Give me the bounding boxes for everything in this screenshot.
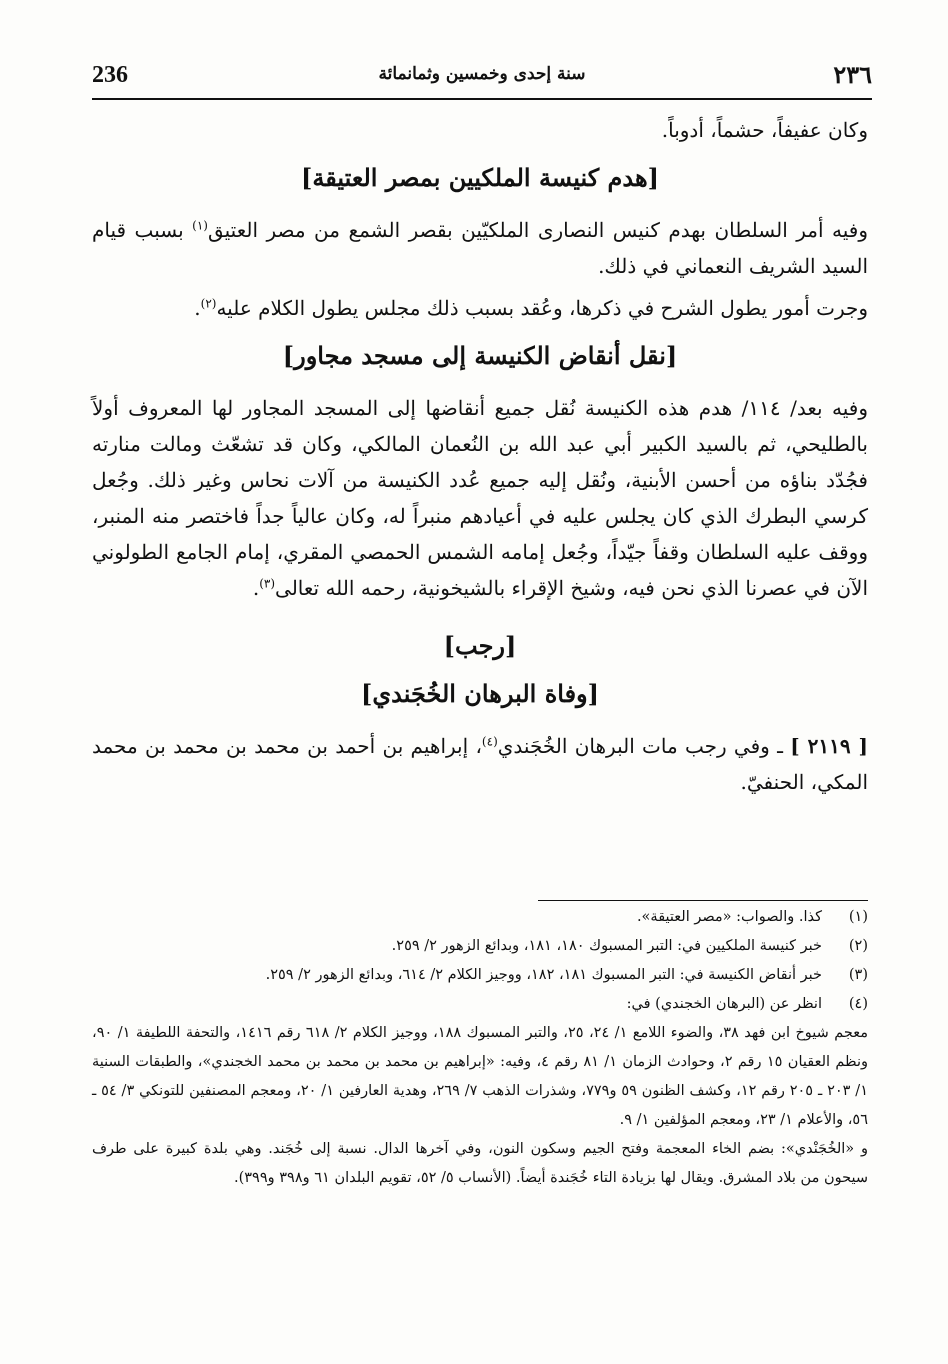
section-heading-khujandi-death: [وفاة البرهان الخُجَندي] — [360, 679, 600, 708]
section-heading-debris-transfer: [نقل أنقاض الكنيسة إلى مسجد مجاور] — [282, 341, 678, 370]
footnote-number: (٢) — [848, 938, 868, 954]
footnote-ref[interactable]: (٣) — [259, 576, 276, 591]
paragraph — [92, 290, 868, 326]
month-heading: [رجب] — [443, 631, 517, 660]
page-header — [92, 60, 872, 100]
footnote-item — [92, 961, 868, 990]
footnote-number: (١) — [848, 909, 868, 925]
footnote-text: كذا. والصواب: «مصر العتيقة». — [636, 909, 822, 925]
footnote-number: (٤) — [848, 996, 868, 1012]
footnote-item — [92, 903, 868, 932]
paragraph — [92, 728, 868, 800]
footnote-ref[interactable]: (٢) — [200, 296, 217, 311]
running-title: سنة إحدى وخمسين وثمانمائة — [378, 64, 586, 84]
paragraph-text: . — [194, 296, 201, 320]
footnote-text: خبر أنقاض الكنيسة في: التبر المسبوك ١٨١، ١٨٢، ووجيز الكلام ٢/ ٦١٤، وبدائع الزهور ٢/ ٢٥٩. — [265, 967, 822, 983]
paragraph-text: وجرت أمور يطول الشرح في ذكرها، وعُقد بسبب ذلك مجلس يطول الكلام عليه — [216, 296, 868, 320]
footnote-ref[interactable]: (١) — [192, 218, 208, 233]
entry-number: [ ٢١١٩ ] — [790, 734, 868, 758]
footnotes — [92, 900, 868, 1193]
footnote-text: انظر عن (البرهان الخجندي) في: — [626, 996, 822, 1012]
paragraph-text: وفيه بعد/ ١١٤/ هدم هذه الكنيسة نُقل جميع أنقاضها إلى المسجد المجاور لها المعروف أولاً بالطليحي، ثم بالسيد الكبير أبي عبد الله بن النُعمان المالكي، وكان قد تشعّث ومالت منارته فجُدّد بناؤه من أحسن الأبنية، ونُقل إليه جميع عُدد الكنيسة من آلات نحاس وغير ذلك. وجُعل كرسي البطرك الذي كان يجلس عليه في أعيادهم منبراً له، وكان عالياً جداً فاختصر منه المنبر، ووقف عليه السلطان وقفاً جيّداً، وجُعل إمامه الشمس الحمصي المقري، إمام الجامع الطولوني الآن في عصرنا الذي نحن فيه، وشيخ الإقراء بالشيخونية، رحمه الله تعالى — [92, 396, 868, 600]
section-heading-church-demolition: [هدم كنيسة الملكيين بمصر العتيقة] — [301, 163, 659, 192]
intro-line: وكان عفيفاً، حشماً، أدوباً. — [661, 118, 868, 142]
paragraph-text: ـ وفي رجب مات البرهان الخُجَندي — [497, 734, 791, 758]
paragraph — [92, 390, 868, 606]
page-number-latin: 236 — [92, 62, 128, 88]
footnote-text: خبر كنيسة الملكيين في: التبر المسبوك ١٨٠، ١٨١، وبدائع الزهور ٢/ ٢٥٩. — [391, 938, 822, 954]
footnote-number: (٣) — [848, 967, 868, 983]
paragraph-text: وفيه أمر السلطان بهدم كنيس النصارى الملكيّين بقصر الشمع من مصر العتيق — [207, 218, 869, 242]
footnote-divider — [538, 900, 868, 901]
footnote-item — [92, 990, 868, 1019]
footnote-item — [92, 932, 868, 961]
footnote-ref[interactable]: (٤) — [481, 734, 498, 749]
page-number-arabic: ٢٣٦ — [833, 60, 872, 89]
paragraph — [92, 212, 868, 284]
paragraph-text: ، إبراهيم بن أحمد بن محمد بن محمد بن محمد المكي، الحنفيّ. — [92, 734, 868, 794]
paragraph-text: بسبب قيام السيد الشريف النعماني في ذلك. — [92, 218, 868, 278]
footnote-sources: معجم شيوخ ابن فهد ٣٨، والضوء اللامع ١/ ٢٤، ٢٥، والتبر المسبوك ١٨٨، ووجيز الكلام ٢/ ٦١٨ رقم ١٤١٦، والتحفة اللطيفة ١/ ٩٠، ونظم العقيان ١٥ رقم ٢، وحوادث الزمان ١/ ٨١ رقم ٤، وفيه: «إبراهيم بن محمد بن محمد بن محمد الخجندي»، والطبقات السنية ١/ ٢٠٣ ـ ٢٠٥ رقم ١٢، وكشف الظنون ٥٩ و٧٧٩، وشذرات الذهب ٧/ ٢٦٩، وهدية العارفين ١/ ٢٠، ومعجم المصنفين للتونكي ٣/ ٥٤ ـ ٥٦، والأعلام ١/ ٢٣، ومعجم المؤلفين ١/ ٩. — [92, 1025, 869, 1128]
paragraph-text: . — [252, 576, 260, 600]
footnote-nisba-note: و «الخُجَنْدي»: بضم الخاء المعجمة وفتح الجيم وسكون النون، وفي آخرها الدال. نسبة إلى خُجَند. وهي بلدة كبيرة على طرف سيحون من بلاد المشرق. ويقال لها بزيادة التاء خُجَندة أيضاً. (الأنساب ٥/ ٥٢، تقويم البلدان ٦١ و٣٩٨ و٣٩٩). — [92, 1141, 868, 1186]
main-text — [92, 112, 868, 806]
